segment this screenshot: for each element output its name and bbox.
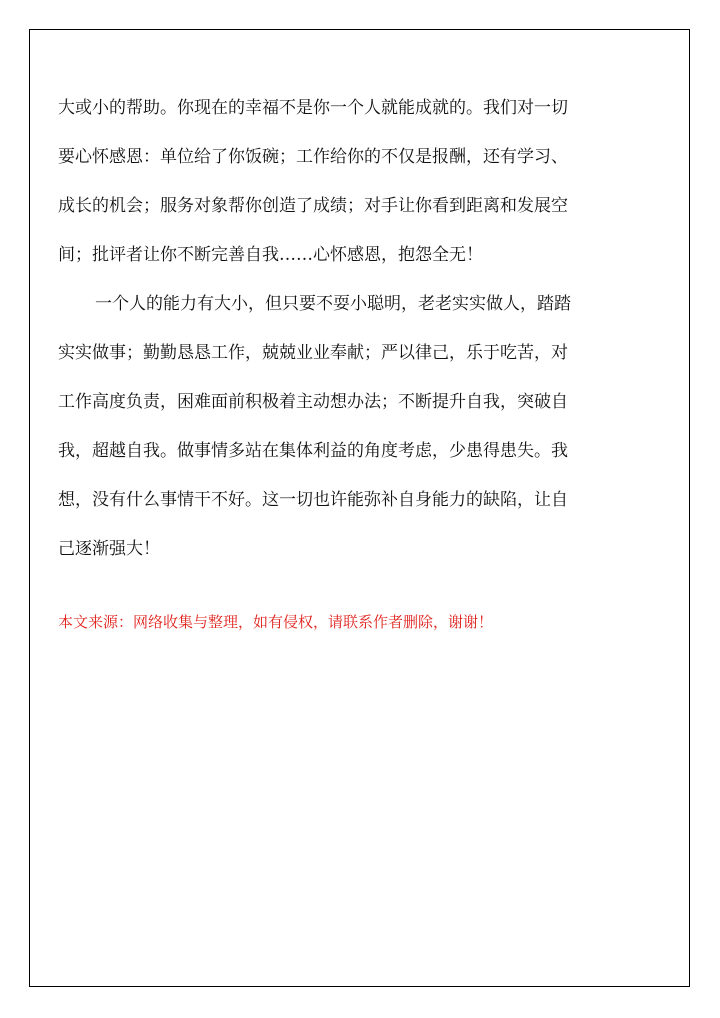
text-line: 成长的机会；服务对象帮你创造了成绩；对手让你看到距离和发展空 [58, 196, 568, 216]
text-line: 己逐渐强大！ [58, 539, 160, 559]
text-line: 一个人的能力有大小，但只要不耍小聪明，老老实实做人，踏踏 [95, 294, 571, 314]
text-line: 间；批评者让你不断完善自我……心怀感恩，抱怨全无！ [58, 245, 483, 265]
document-body [58, 84, 638, 574]
text-line: 想，没有什么事情干不好。这一切也许能弥补自身能力的缺陷，让自 [58, 490, 568, 510]
text-line: 大或小的帮助。你现在的幸福不是你一个人就能成就的。我们对一切 [58, 98, 568, 118]
text-line: 要心怀感恩：单位给了你饭碗；工作给你的不仅是报酬，还有学习、 [58, 147, 568, 167]
source-note: 本文来源：网络收集与整理，如有侵权，请联系作者删除，谢谢！ [58, 613, 494, 631]
text-line: 实实做事；勤勤恳恳工作，兢兢业业奉献；严以律己，乐于吃苦，对 [58, 343, 568, 363]
text-line: 我，超越自我。做事情多站在集体利益的角度考虑，少患得患失。我 [58, 441, 568, 461]
paragraph-1 [58, 84, 638, 280]
paragraph-2 [58, 280, 638, 574]
text-line: 工作高度负责，困难面前积极着主动想办法；不断提升自我，突破自 [58, 392, 568, 412]
